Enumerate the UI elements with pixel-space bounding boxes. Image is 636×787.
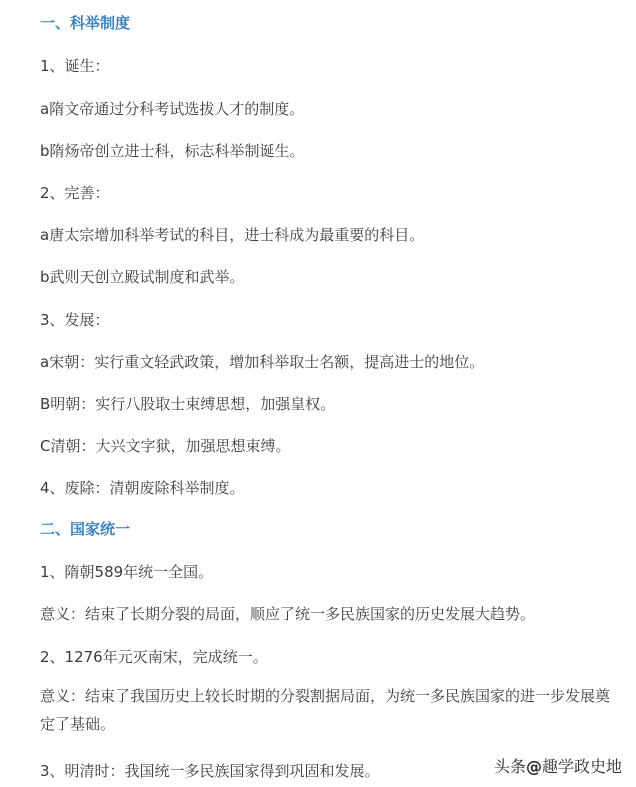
text-line: 意义：结束了长期分裂的局面，顺应了统一多民族国家的历史发展大趋势。 xyxy=(40,605,536,623)
toutiao-watermark xyxy=(494,754,622,777)
text-line: B明朝：实行八股取士束缚思想，加强皇权。 xyxy=(40,395,336,413)
watermark-at: @ xyxy=(525,757,542,776)
text-line: 1、诞生： xyxy=(40,57,110,75)
text-line: b隋炀帝创立进士科，标志科举制诞生。 xyxy=(40,142,305,160)
watermark-prefix: 头条 xyxy=(493,757,526,776)
text-line: a宋朝：实行重文轻武政策，增加科举取士名额，提高进士的地位。 xyxy=(40,353,485,371)
text-line-wrapped: 意义：结束了我国历史上较长时期的分裂割据局面，为统一多民族国家的进一步发展奠定了基础。 xyxy=(40,687,611,733)
text-line: a唐太宗增加科举考试的科目，进士科成为最重要的科目。 xyxy=(40,226,425,244)
text-line: C清朝：大兴文字狱，加强思想束缚。 xyxy=(40,437,291,455)
text-line: 2、完善： xyxy=(40,184,110,202)
text-line: a隋文帝通过分科考试选拔人才的制度。 xyxy=(40,100,305,118)
text-line: 2、1276年元灭南宋，完成统一。 xyxy=(40,648,268,666)
text-line: 1、隋朝589年统一全国。 xyxy=(40,563,214,581)
text-line: 3、发展： xyxy=(40,311,110,329)
text-line: 3、明清时：我国统一多民族国家得到巩固和发展。 xyxy=(40,762,380,780)
section-heading-unification: 二、国家统一 xyxy=(40,520,131,538)
text-line: 4、废除：清朝废除科举制度。 xyxy=(40,479,245,497)
text-line: b武则天创立殿试制度和武举。 xyxy=(40,268,245,286)
section-heading-keju: 一、科举制度 xyxy=(40,14,131,32)
watermark-account: 趣学政史地 xyxy=(541,757,622,776)
